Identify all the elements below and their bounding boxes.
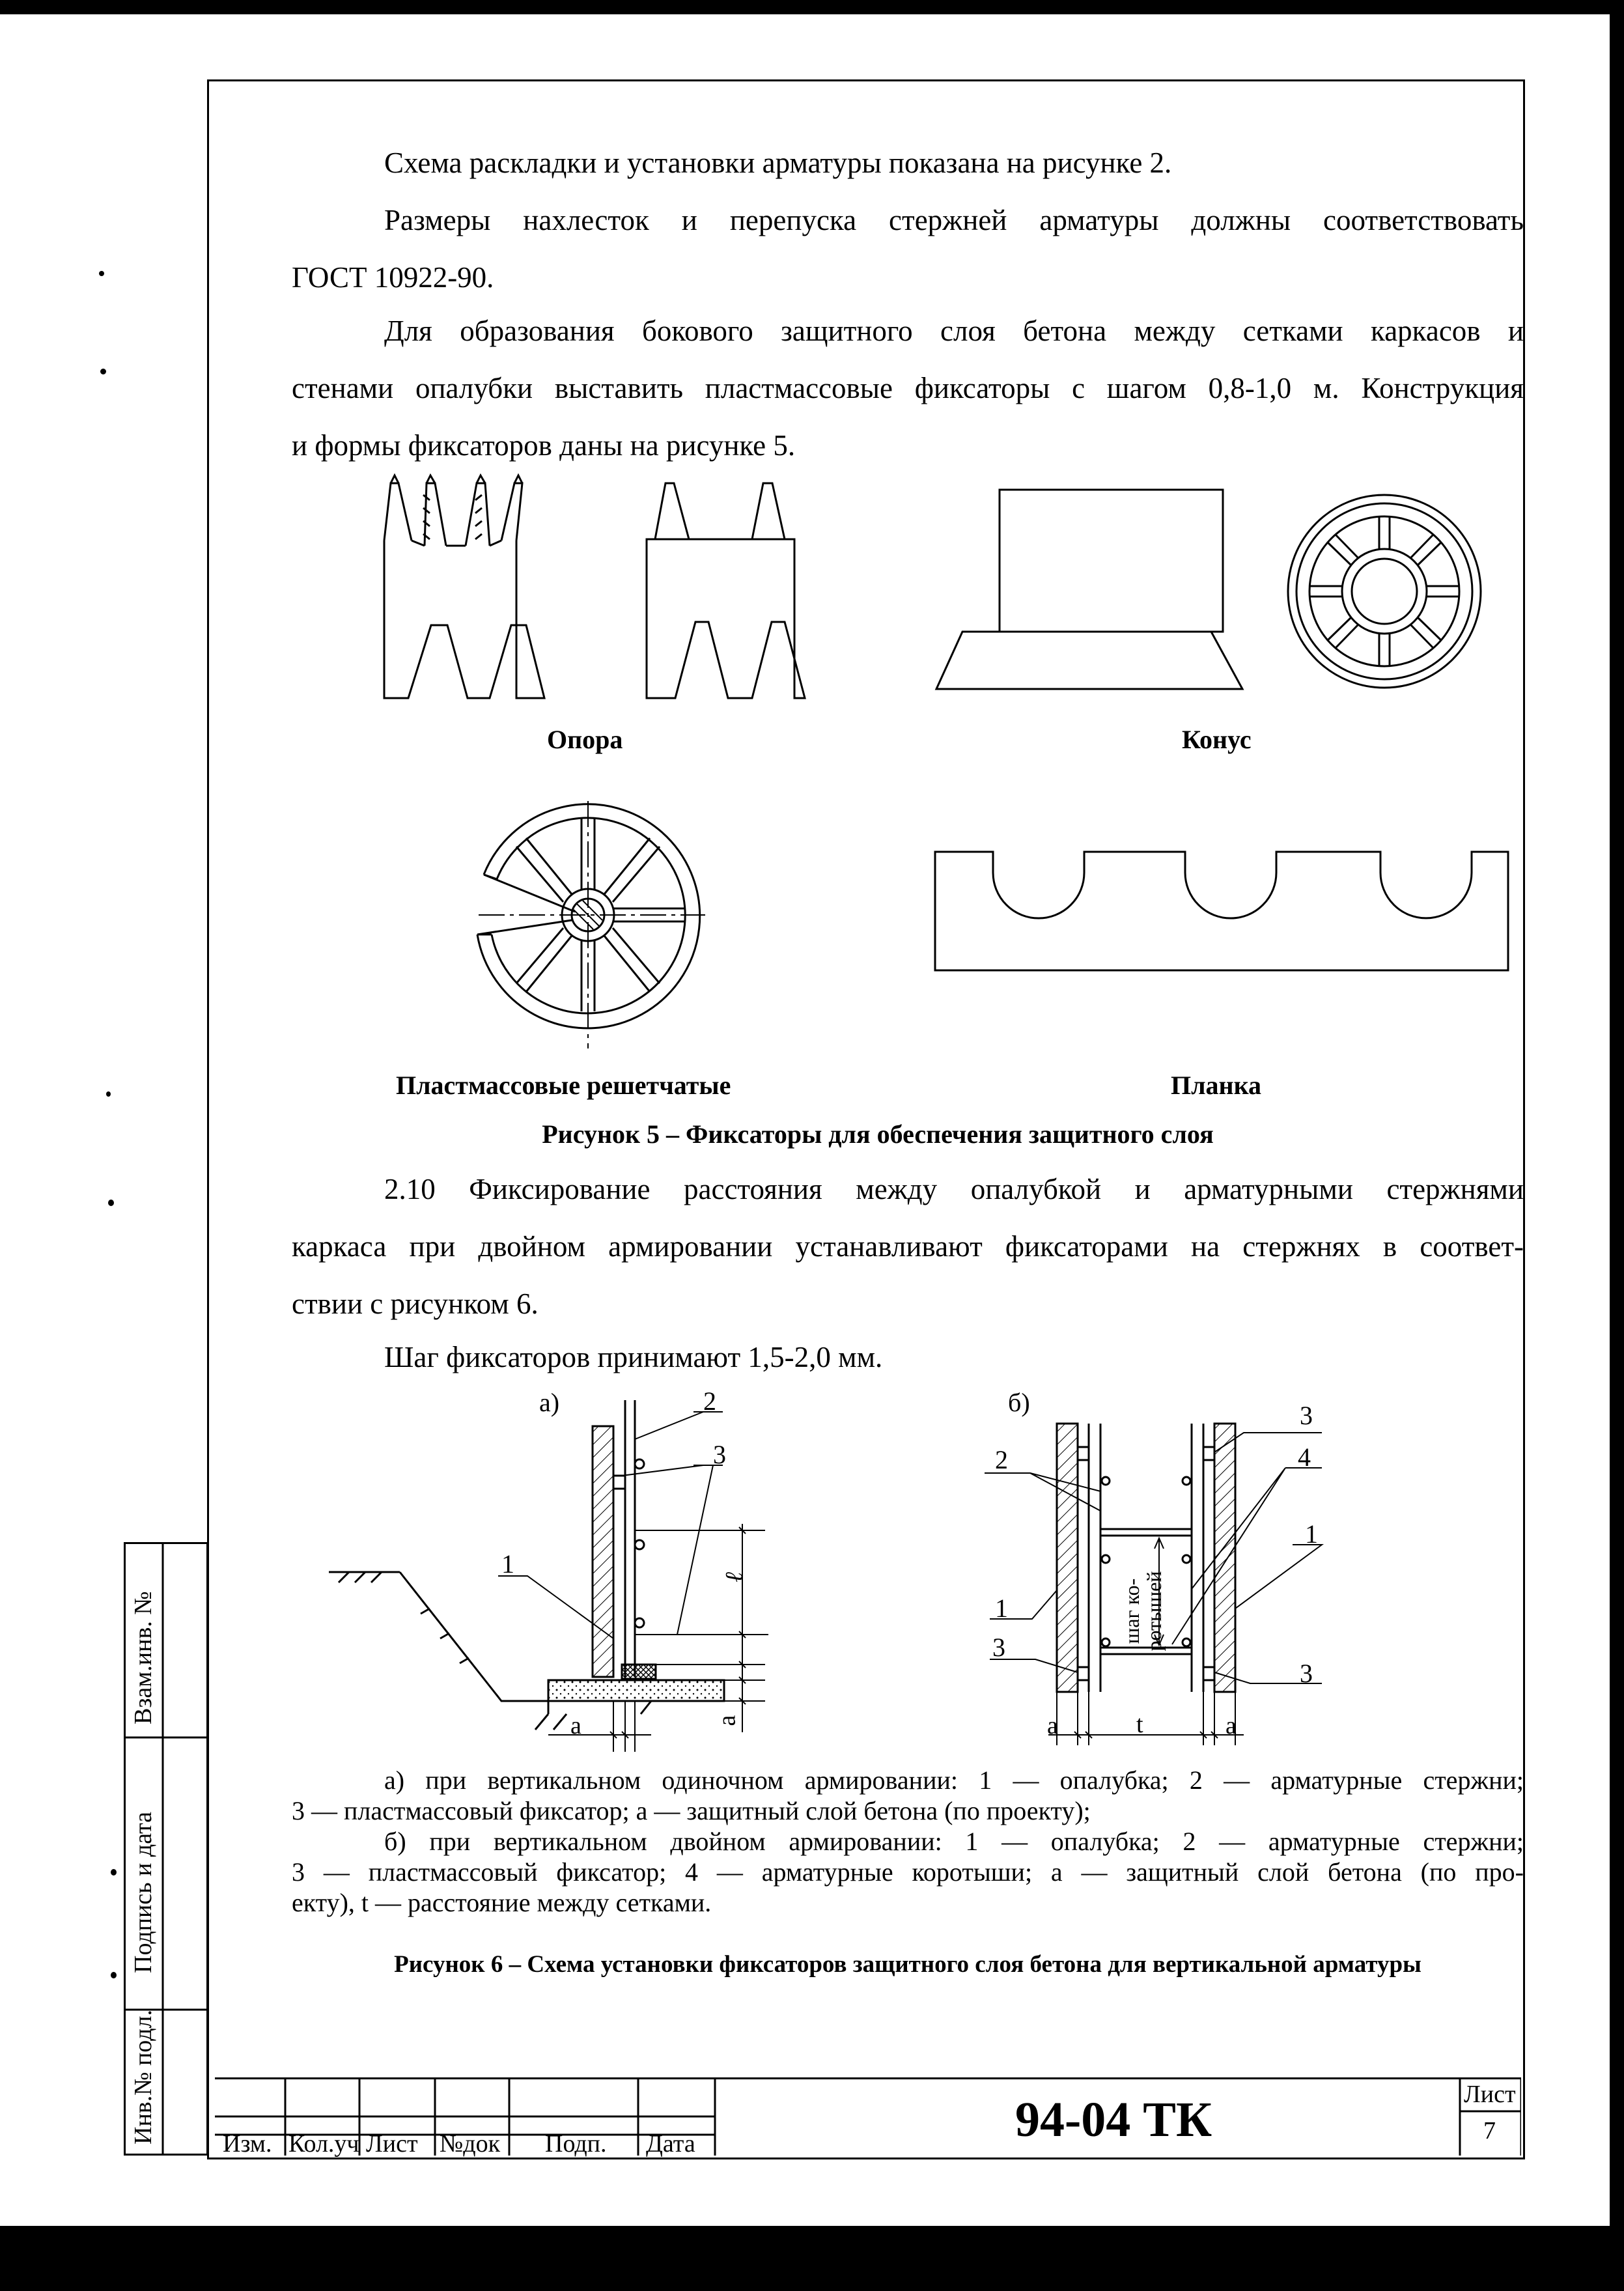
title-block-podp: Подп.	[545, 2130, 607, 2157]
fig6b-step-label	[1107, 1571, 1172, 1654]
label-lattice: Пластмассовые решетчатые	[396, 1071, 731, 1100]
fig6a-callout-3: 3	[713, 1440, 726, 1469]
side-stamp	[124, 1542, 208, 2156]
text-line: Для образования бокового защитного слоя бетона между сетками каркасов и	[384, 315, 1524, 347]
title-block-list: Лист	[366, 2130, 418, 2157]
legend-line: б) при вертикальном двойном армировании: 1 — опалубка; 2 — арматурные стержни;	[384, 1827, 1524, 1856]
fig6a-dim-l: ℓ	[720, 1572, 748, 1582]
fig6b-dim-a-right: а	[1225, 1712, 1237, 1739]
fig6a-callout-2: 2	[703, 1386, 716, 1416]
text-line: Размеры нахлесток и перепуска стержней арматуры должны соответствовать	[384, 204, 1524, 236]
fig6b-dim-a-left: а	[1047, 1712, 1058, 1739]
fig6a-dim-a-vertical: а	[713, 1715, 741, 1726]
legend-line: екту), t — расстояние между сетками.	[292, 1888, 712, 1917]
fig6a-callout-1: 1	[501, 1549, 514, 1579]
legend-line: 3 — пластмассовый фиксатор; а — защитный слой бетона (по проекту);	[292, 1796, 1091, 1825]
fig6b-callout-1-right: 1	[1305, 1519, 1318, 1549]
fig6a-label: а)	[539, 1388, 560, 1417]
fig6b-label: б)	[1008, 1388, 1030, 1417]
side-stamp-podpis: Подпись и дата	[130, 1811, 157, 1973]
legend-line: 3 — пластмассовый фиксатор; 4 — арматурные коротыши; а — защитный слой бетона (по про-	[292, 1857, 1524, 1887]
label-planka: Планка	[1171, 1071, 1262, 1100]
side-stamp-vzam: Взам.инв. №	[130, 1591, 157, 1724]
fig6b-callout-3-right: 3	[1300, 1659, 1313, 1688]
figure-6-caption: Рисунок 6 – Схема установки фиксаторов защитного слоя бетона для вертикальной арматуры	[394, 1951, 1421, 1978]
text-line: ГОСТ 10922-90.	[292, 261, 494, 294]
sheet-label: Лист	[1464, 2081, 1516, 2108]
fig6a-dim-a-horizontal: а	[570, 1712, 581, 1739]
title-block	[215, 2077, 1521, 2156]
text-line: и формы фиксаторов даны на рисунке 5.	[292, 429, 796, 462]
text-line: каркаса при двойном армировании устанавливают фиксаторами на стержнях в соответ-	[292, 1230, 1524, 1263]
side-stamp-inv: Инв.№ подл.	[130, 2009, 157, 2144]
text-line: стенами опалубки выставить пластмассовые фиксаторы с шагом 0,8-1,0 м. Конструкция	[292, 372, 1524, 404]
title-block-ndok: №док	[440, 2130, 501, 2157]
fig6b-callout-1-left: 1	[995, 1594, 1008, 1623]
fig6b-dim-t: t	[1136, 1711, 1143, 1738]
text-line: ствии с рисунком 6.	[292, 1287, 539, 1320]
text-line: Схема раскладки и установки арматуры показана на рисунке 2.	[384, 147, 1172, 179]
label-opora: Опора	[547, 725, 623, 754]
step-line-2: ротышей	[1142, 1571, 1166, 1651]
title-block-data: Дата	[646, 2130, 695, 2157]
title-block-kol: Кол.уч	[288, 2130, 359, 2157]
step-line-1: шаг ко-	[1120, 1578, 1143, 1644]
fig6b-callout-3-top: 3	[1300, 1401, 1313, 1430]
text-line: 2.10 Фиксирование расстояния между опалубкой и арматурными стержнями	[384, 1173, 1524, 1205]
fig6b-callout-2: 2	[995, 1445, 1008, 1474]
fig6b-callout-4: 4	[1298, 1442, 1311, 1472]
label-konus: Конус	[1182, 725, 1252, 754]
paragraph-step: Шаг фиксаторов принимают 1,5-2,0 мм.	[384, 1341, 883, 1373]
title-block-izm: Изм.	[223, 2130, 272, 2157]
sheet-number: 7	[1483, 2117, 1496, 2144]
fig6b-callout-3-left: 3	[992, 1633, 1005, 1662]
document-code: 94-04 ТК	[1015, 2092, 1212, 2147]
figure-5-caption: Рисунок 5 – Фиксаторы для обеспечения защитного слоя	[542, 1119, 1214, 1149]
fig6-legend	[292, 1765, 1524, 1918]
fig6a-single-reinforcement	[329, 1400, 768, 1752]
legend-line: а) при вертикальном одиночном армировании: 1 — опалубка; 2 — арматурные стержни;	[384, 1765, 1524, 1795]
fig6b-step-text	[1121, 1562, 1165, 1660]
